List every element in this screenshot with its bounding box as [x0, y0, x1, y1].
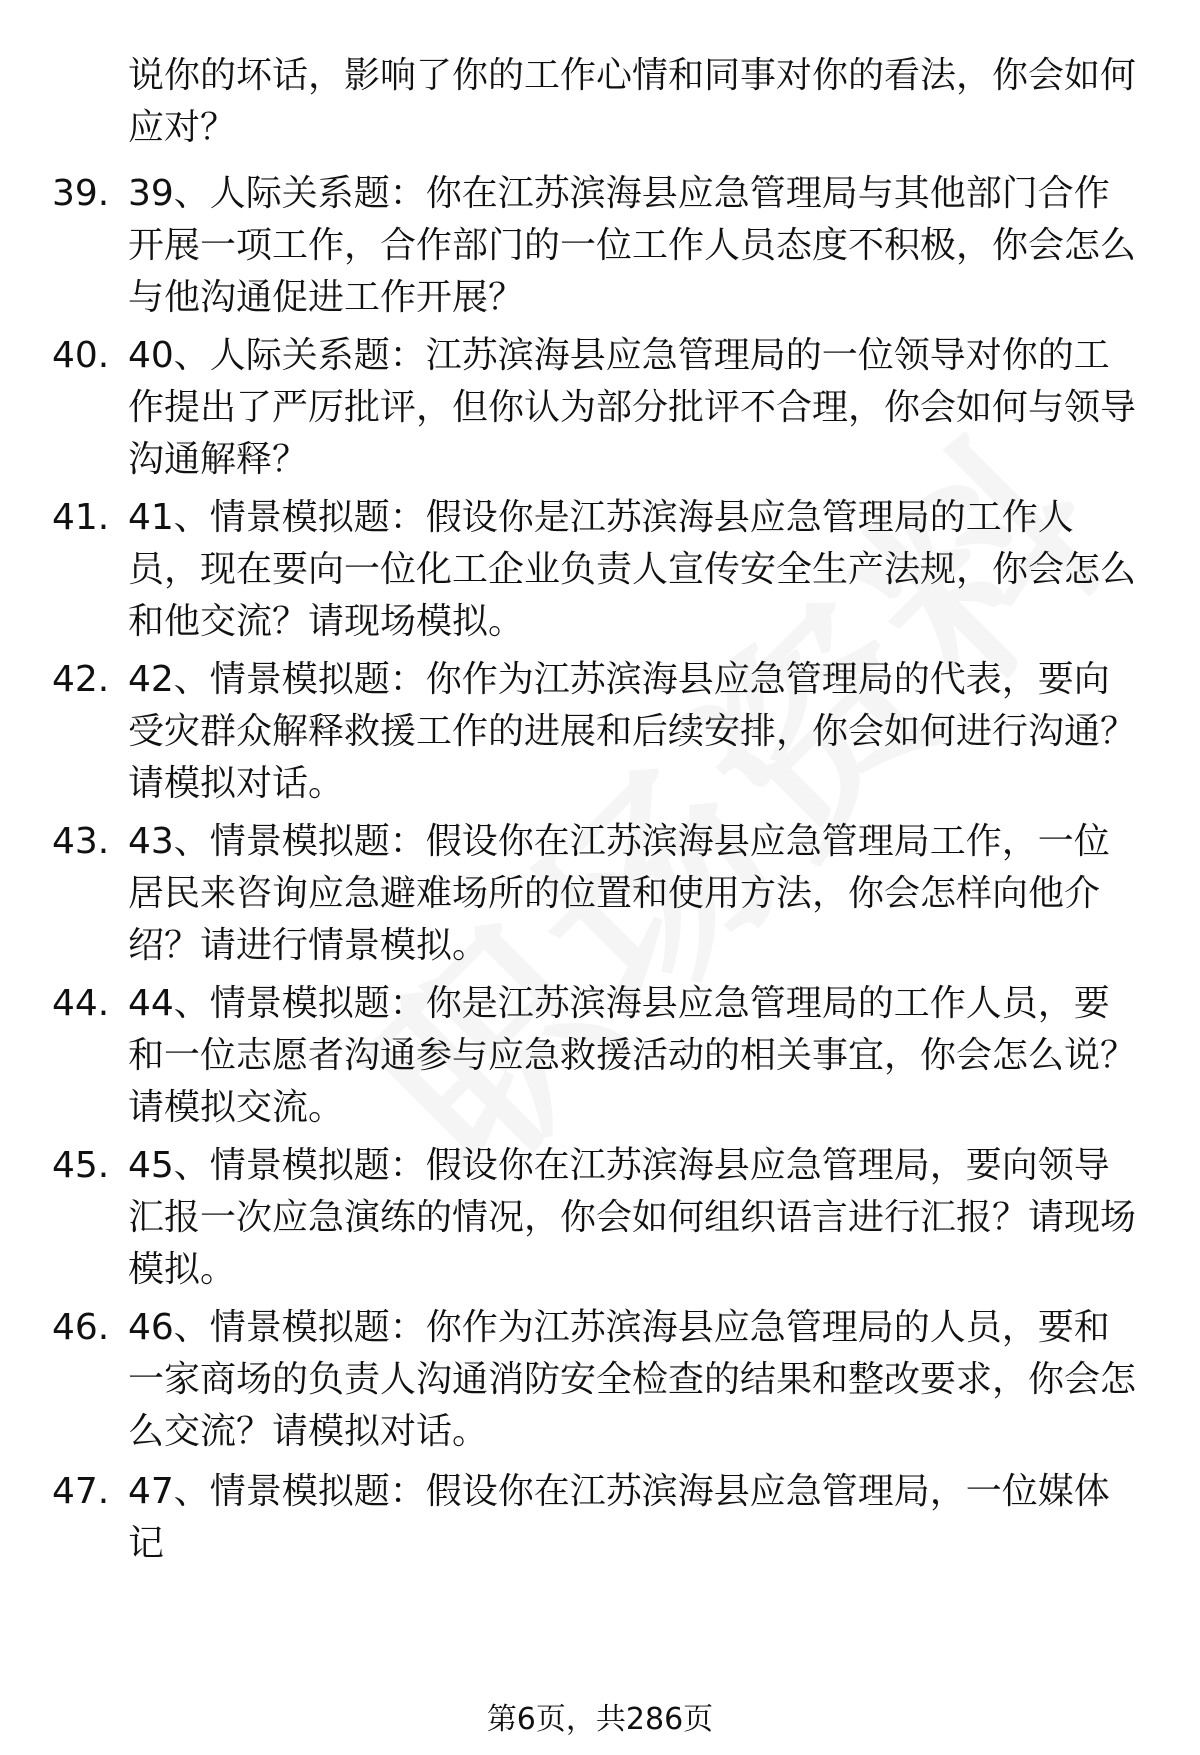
item-number: 45.	[52, 1145, 110, 1186]
item-text: 42、情景模拟题：你作为江苏滨海县应急管理局的代表，要向受灾群众解释救援工作的进展和后续安排，你会如何进行沟通？请模拟对话。	[128, 659, 1137, 804]
item-text: 39、人际关系题：你在江苏滨海县应急管理局与其他部门合作开展一项工作，合作部门的一位工作人员态度不积极，你会怎么与他沟通促进工作开展？	[128, 173, 1137, 318]
item-text: 44、情景模拟题：你是江苏滨海县应急管理局的工作人员，要和一位志愿者沟通参与应急救援活动的相关事宜，你会怎么说？请模拟交流。	[128, 983, 1137, 1128]
item-number: 44.	[52, 983, 110, 1024]
item-number: 41.	[52, 497, 110, 538]
item-number: 46.	[52, 1307, 110, 1348]
item-number: 40.	[52, 335, 110, 376]
continuation-paragraph: 说你的坏话，影响了你的工作心情和同事对你的看法，你会如何应对？	[128, 55, 1137, 148]
item-number: 39.	[52, 173, 110, 214]
item-text: 45、情景模拟题：假设你在江苏滨海县应急管理局，要向领导汇报一次应急演练的情况，你会如何组织语言进行汇报？请现场模拟。	[128, 1145, 1137, 1290]
page-footer: 第6页，共286页	[486, 1702, 714, 1737]
item-number: 42.	[52, 659, 110, 700]
item-text: 40、人际关系题：江苏滨海县应急管理局的一位领导对你的工作提出了严厉批评，但你认为部分批评不合理，你会如何与领导沟通解释？	[128, 335, 1137, 480]
item-text: 47、情景模拟题：假设你在江苏滨海县应急管理局，一位媒体记	[128, 1471, 1110, 1564]
item-number: 47.	[52, 1471, 110, 1512]
item-text: 46、情景模拟题：你作为江苏滨海县应急管理局的人员，要和一家商场的负责人沟通消防安全检查的结果和整改要求，你会怎么交流？请模拟对话。	[128, 1307, 1137, 1452]
item-number: 43.	[52, 821, 110, 862]
item-text: 41、情景模拟题：假设你是江苏滨海县应急管理局的工作人员，现在要向一位化工企业负责人宣传安全生产法规，你会怎么和他交流？请现场模拟。	[128, 497, 1137, 642]
item-text: 43、情景模拟题：假设你在江苏滨海县应急管理局工作，一位居民来咨询应急避难场所的位置和使用方法，你会怎样向他介绍？请进行情景模拟。	[128, 821, 1110, 966]
